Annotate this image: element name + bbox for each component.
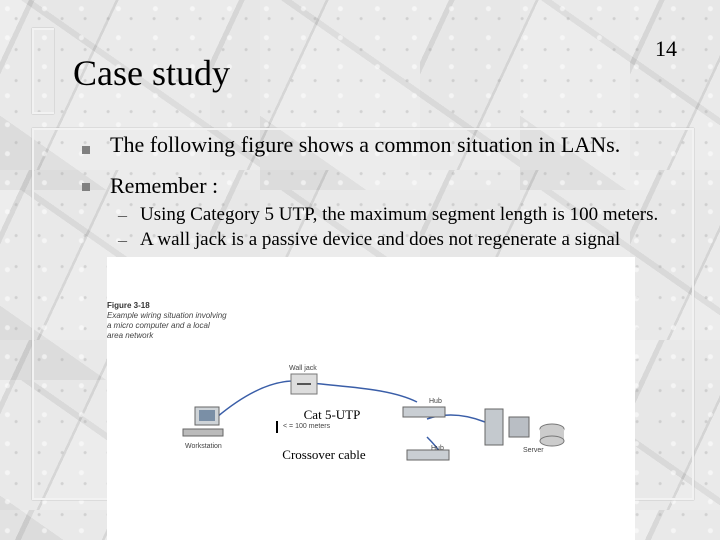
bullet-text-2: Remember : — [110, 173, 219, 198]
label-wall-jack: Wall jack — [289, 365, 317, 372]
slide-number: 14 — [655, 36, 677, 61]
hub-top-icon — [403, 407, 445, 417]
sub-bullet-text-2: A wall jack is a passive device and does not regenerate a signal — [140, 229, 621, 250]
bullet-square-icon — [82, 146, 90, 154]
overlay-crossover: Crossover cable — [276, 447, 372, 485]
bullet-text-1: The following figure shows a common situation in LANs. — [110, 132, 621, 157]
overlay-cat5: Cat 5-UTP — [295, 407, 369, 422]
network-diagram — [107, 257, 635, 540]
decorative-frame-left — [32, 28, 54, 114]
dash-bullet-icon: – — [118, 230, 127, 250]
sub-bullet-text-1: Using Category 5 UTP, the maximum segment length is 100 meters. — [140, 204, 659, 225]
label-distance: < = 100 meters — [283, 423, 331, 430]
figure-caption: Example wiring situation involving a micro computer and a local area network — [107, 311, 227, 340]
label-server: Server — [523, 447, 544, 454]
label-workstation: Workstation — [185, 443, 222, 450]
label-hub-bottom: Hub — [431, 445, 444, 452]
slide-title: Case study — [73, 53, 230, 93]
figure-title: Figure 3-18 — [107, 301, 150, 310]
bullet-square-icon — [82, 183, 90, 191]
dash-bullet-icon: – — [118, 205, 127, 225]
cable-walljack-hub — [305, 382, 417, 402]
network-figure — [107, 257, 635, 540]
server-icon — [485, 409, 503, 445]
label-hub-top: Hub — [429, 398, 442, 405]
